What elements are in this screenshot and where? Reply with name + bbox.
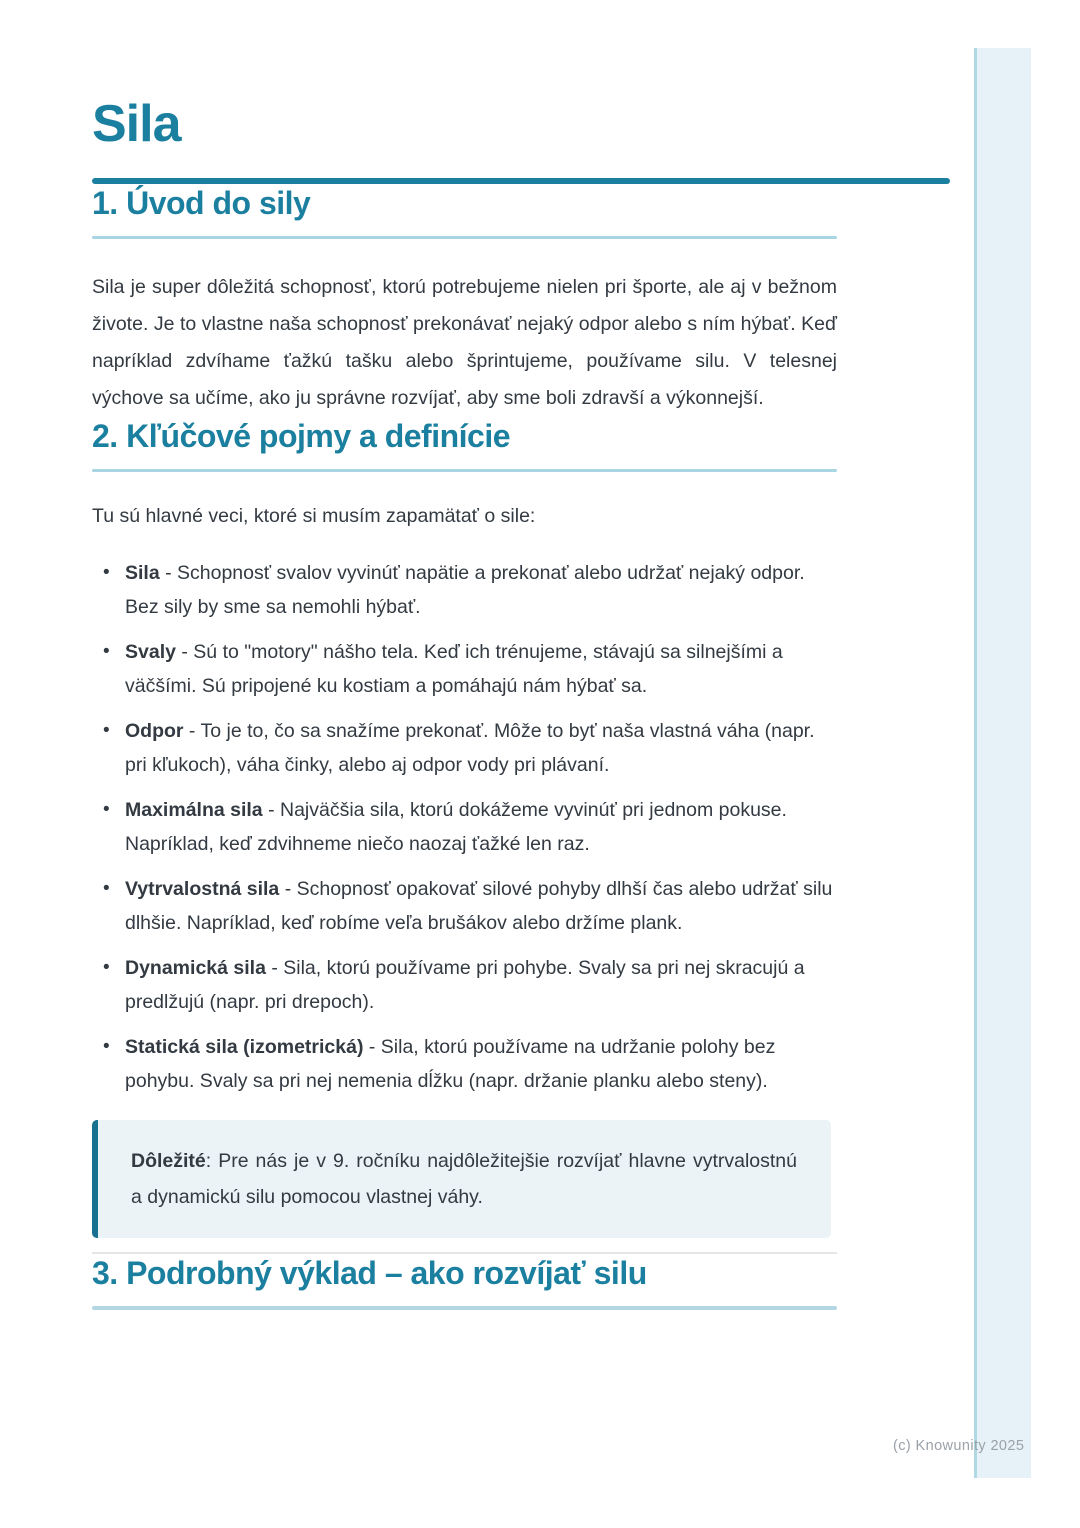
bullet-text: - Schopnosť svalov vyvinúť napätie a prekonať alebo udržať nejaký odpor. Bez sily by sme sa nemohli hýbať. <box>125 562 805 618</box>
side-strip-decoration <box>974 48 1031 1478</box>
section-2-underline <box>92 469 837 472</box>
section-3-heading: 3. Podrobný výklad – ako rozvíjať silu <box>92 1255 647 1291</box>
callout-paragraph <box>131 1143 797 1215</box>
bullet-text: - Sila, ktorú používame pri pohybe. Svaly sa pri nej skracujú a predlžujú (napr. pri drepoch). <box>125 957 805 1013</box>
section-detail <box>92 1254 950 1310</box>
bullet-term: Vytrvalostná sila <box>125 878 280 900</box>
section-3-underline <box>92 1306 837 1310</box>
bullet-term: Svaly <box>125 641 176 663</box>
section-1-underline <box>92 236 837 239</box>
document-content <box>92 0 950 1310</box>
bullet-term: Dynamická sila <box>125 957 266 979</box>
copyright-note: (c) Knowunity 2025 <box>893 1438 1025 1454</box>
callout-text: : Pre nás je v 9. ročníku najdôležitejšie rozvíjať hlavne vytrvalostnú a dynamickú silu pomocou vlastnej váhy. <box>131 1150 797 1208</box>
bullet-text: - Schopnosť opakovať silové pohyby dlhší čas alebo udržať silu dlhšie. Napríklad, keď robíme veľa brušákov alebo držíme plank. <box>125 878 833 934</box>
bullet-text: - Sila, ktorú používame na udržanie polohy bez pohybu. Svaly sa pri nej nemenia dĺžku (napr. držanie planku alebo steny). <box>125 1036 776 1092</box>
bullet-text: - Sú to "motory" nášho tela. Keď ich trénujeme, stávajú sa silnejšími a väčšími. Sú pripojené ku kostiam a pomáhajú nám hýbať sa. <box>125 641 783 697</box>
bullet-text: - Najväčšia sila, ktorú dokážeme vyvinúť pri jednom pokuse. Napríklad, keď zdvihneme niečo naozaj ťažké len raz. <box>125 799 787 855</box>
list-item <box>125 714 839 782</box>
important-callout <box>92 1120 831 1238</box>
bullet-term: Odpor <box>125 720 184 742</box>
concept-list-intro: Tu sú hlavné veci, ktoré si musím zapamätať o sile: <box>92 505 536 527</box>
list-item <box>125 793 839 861</box>
list-item <box>125 872 839 940</box>
list-item <box>125 1030 839 1098</box>
callout-label: Dôležité <box>131 1150 206 1172</box>
bullet-text: - To je to, čo sa snažíme prekonať. Môže to byť naša vlastná váha (napr. pri kľukoch), váha činky, alebo aj odpor vody pri plávaní. <box>125 720 815 776</box>
page-title: Sila <box>92 95 181 153</box>
section-concepts <box>92 417 950 1238</box>
section-intro <box>92 184 950 417</box>
list-item <box>125 556 839 624</box>
section-2-heading: 2. Kľúčové pojmy a definície <box>92 418 511 454</box>
bullet-term: Sila <box>125 562 160 584</box>
bullet-term: Maximálna sila <box>125 799 263 821</box>
concept-list <box>92 556 950 1098</box>
section-1-paragraph: Sila je super dôležitá schopnosť, ktorú potrebujeme nielen pri športe, ale aj v bežnom živote. Je to vlastne naša schopnosť prekonávať nejaký odpor alebo s ním hýbať. Keď napríklad zdvíhame ťažkú tašku alebo šprintujeme, používame silu. V telesnej výchove sa učíme, ako ju správne rozvíjať, aby sme boli zdravší a výkonnejší. <box>92 276 837 409</box>
list-item <box>125 635 839 703</box>
list-item <box>125 951 839 1019</box>
section-1-heading: 1. Úvod do sily <box>92 185 311 221</box>
bullet-term: Statická sila (izometrická) <box>125 1036 364 1058</box>
